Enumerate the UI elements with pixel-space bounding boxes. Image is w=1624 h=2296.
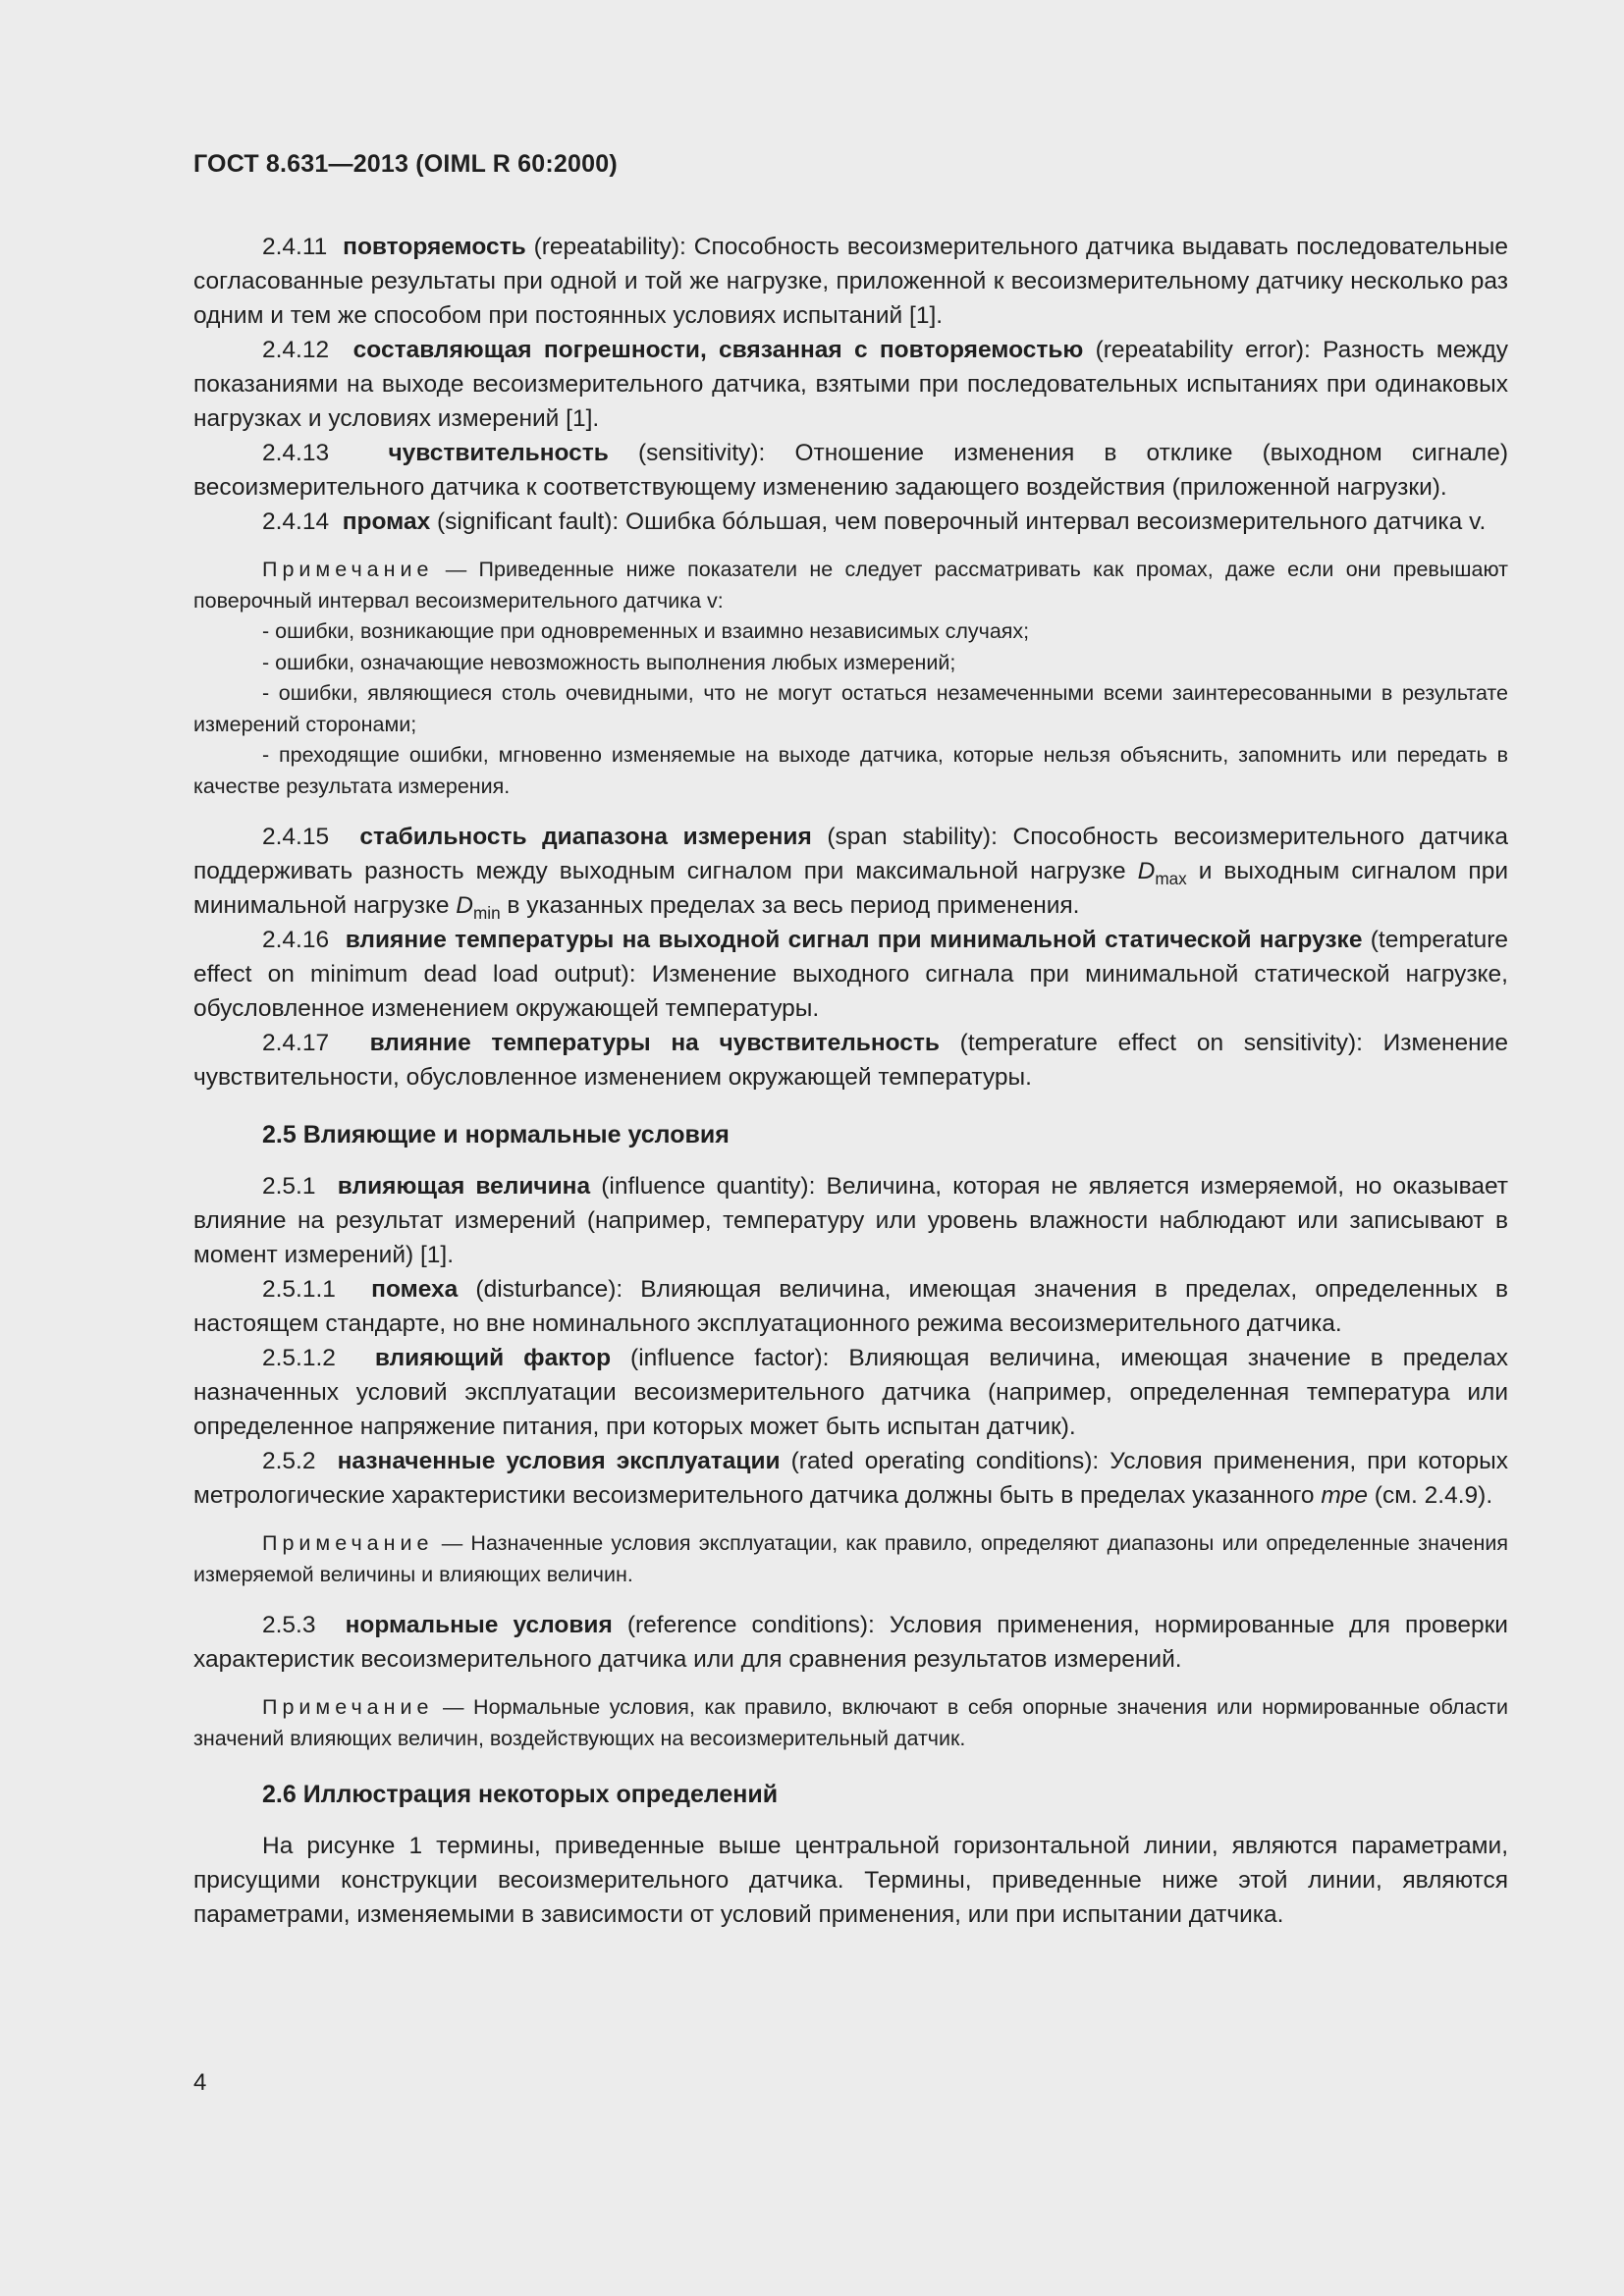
clause-term: промах bbox=[342, 508, 431, 535]
clause-text: (temperature effect on minimum dead load output): Изменение выходного сигнала при минимальной статической нагрузке, обусловленное изменением окружающей температуры. bbox=[193, 927, 1508, 1022]
clause-number: 2.5.1.2 bbox=[262, 1345, 336, 1371]
note-text: — Приведенные ниже показатели не следует рассматривать как промах, даже если они превышают поверочный интервал весоизмерительного датчика v: bbox=[193, 558, 1508, 613]
section-heading-2-5: 2.5 Влияющие и нормальные условия bbox=[262, 1121, 730, 1148]
clause-number: 2.5.3 bbox=[262, 1612, 316, 1638]
paragraph-2-6: На рисунке 1 термины, приведенные выше центральной горизонтальной линии, являются параметрами, присущими конструкции весоизмерительного датчика. Термины, приведенные ниже этой линии, являются параметрами, изменяемыми в зависимости от условий применения, или при испытании датчика. bbox=[193, 1833, 1508, 1928]
clause-term: повторяемость bbox=[343, 234, 526, 260]
clause-2-5-1-1 bbox=[193, 1272, 1508, 1341]
note-block-1 bbox=[193, 555, 1508, 802]
clause-number: 2.4.14 bbox=[262, 508, 330, 535]
clause-number: 2.4.13 bbox=[262, 440, 330, 466]
clause-text: (influence factor): Влияющая величина, имеющая значение в пределах назначенных условий эксплуатации весоизмерительного датчика (например, определенная температура или определенное напряжение питания, при которых может быть испытан датчик). bbox=[193, 1345, 1508, 1440]
clause-text: (disturbance): Влияющая величина, имеющая значения в пределах, определенных в настоящем стандарте, но вне номинального эксплуатационного режима весоизмерительного датчика. bbox=[193, 1276, 1508, 1337]
clause-number: 2.4.11 bbox=[262, 234, 328, 260]
clause-term: влияние температуры на выходной сигнал при минимальной статической нагрузке bbox=[345, 927, 1363, 953]
clause-2-4-15 bbox=[193, 820, 1508, 923]
note-list-item: - ошибки, возникающие при одновременных и взаимно независимых случаях; bbox=[262, 619, 1030, 643]
clause-term: стабильность диапазона измерения bbox=[359, 824, 812, 850]
clause-number: 2.5.1 bbox=[262, 1173, 316, 1200]
clause-2-4-12 bbox=[193, 333, 1508, 436]
clause-number: 2.5.1.1 bbox=[262, 1276, 336, 1303]
clause-text: (significant fault): Ошибка бóльшая, чем поверочный интервал весоизмерительного датчика v. bbox=[430, 508, 1487, 535]
note-block-2 bbox=[193, 1528, 1508, 1590]
clause-term: влияющая величина bbox=[337, 1173, 591, 1200]
note-list-item: - ошибки, означающие невозможность выполнения любых измерений; bbox=[262, 650, 956, 674]
note-text: — Нормальные условия, как правило, включают в себя опорные значения или нормированные области значений влияющих величин, воздействующих на весоизмерительный датчик. bbox=[193, 1695, 1508, 1750]
note-paragraph bbox=[193, 555, 1508, 616]
clause-text: (reference conditions): Условия применения, нормированные для проверки характеристик весоизмерительного датчика или для сравнения результатов измерений. bbox=[193, 1612, 1508, 1673]
clause-2-4-16 bbox=[193, 923, 1508, 1026]
clause-2-4-13 bbox=[193, 436, 1508, 505]
note-block-3 bbox=[193, 1692, 1508, 1754]
clause-2-4-14 bbox=[193, 505, 1508, 539]
note-label: Примечание bbox=[262, 558, 434, 581]
clause-number: 2.5.2 bbox=[262, 1448, 316, 1474]
subscript-min: min bbox=[472, 903, 501, 923]
clause-2-5-1 bbox=[193, 1169, 1508, 1272]
note-list-item: - преходящие ошибки, мгновенно изменяемые на выходе датчика, которые нельзя объяснить, запомнить или передать в качестве результата измерения. bbox=[193, 743, 1508, 798]
clause-number: 2.4.16 bbox=[262, 927, 330, 953]
clause-term: влияние температуры на чувствительность bbox=[369, 1030, 940, 1056]
note-text: — Назначенные условия эксплуатации, как правило, определяют диапазоны или определенные значения измеряемой величины и влияющих величин. bbox=[193, 1531, 1508, 1586]
clause-text: и выходным сигналом при минимальной нагрузке bbox=[193, 858, 1508, 919]
section-heading-2-6: 2.6 Иллюстрация некоторых определений bbox=[262, 1781, 779, 1808]
clause-number: 2.4.17 bbox=[262, 1030, 330, 1056]
page-number: 4 bbox=[193, 2069, 207, 2096]
clause-2-4-11 bbox=[193, 230, 1508, 333]
document-header: ГОСТ 8.631—2013 (OIML R 60:2000) bbox=[193, 150, 618, 178]
clause-text: (temperature effect on sensitivity): Изменение чувствительности, обусловленное изменением окружающей температуры. bbox=[193, 1030, 1508, 1091]
clause-text: в указанных пределах за весь период применения. bbox=[500, 892, 1080, 919]
clause-term: чувствительность bbox=[388, 440, 609, 466]
symbol-d: D bbox=[456, 892, 473, 919]
clause-2-5-3 bbox=[193, 1608, 1508, 1677]
mpe-abbreviation: mpe bbox=[1321, 1482, 1368, 1509]
clause-text: (sensitivity): Отношение изменения в отклике (выходном сигнале) весоизмерительного датчика к соответствующему изменению задающего воздействия (приложенной нагрузки). bbox=[193, 440, 1508, 501]
clause-text: (rated operating conditions): Условия применения, при которых метрологические характеристики весоизмерительного датчика должны быть в пределах указанного bbox=[193, 1448, 1508, 1509]
clause-text: (repeatability error): Разность между показаниями на выходе весоизмерительного датчика, взятыми при последовательных испытаниях при одинаковых нагрузках и условиях измерений [1]. bbox=[193, 337, 1508, 432]
clause-text: (influence quantity): Величина, которая не является измеряемой, но оказывает влияние на результат измерений (например, температуру или уровень влажности наблюдают или записывают в момент измерений) [1]. bbox=[193, 1173, 1508, 1268]
note-paragraph bbox=[193, 1528, 1508, 1590]
clause-term: составляющая погрешности, связанная с повторяемостью bbox=[352, 337, 1084, 363]
note-label: Примечание bbox=[262, 1695, 434, 1719]
clause-term: влияющий фактор bbox=[374, 1345, 612, 1371]
clause-2-5-2 bbox=[193, 1444, 1508, 1513]
clause-text: (см. 2.4.9). bbox=[1368, 1482, 1493, 1509]
clause-2-4-17 bbox=[193, 1026, 1508, 1095]
clause-term: назначенные условия эксплуатации bbox=[337, 1448, 781, 1474]
clause-number: 2.4.15 bbox=[262, 824, 330, 850]
note-label: Примечание bbox=[262, 1531, 434, 1555]
symbol-d: D bbox=[1137, 858, 1156, 884]
note-list-item: - ошибки, являющиеся столь очевидными, что не могут остаться незамеченными всеми заинтересованными в результате измерений сторонами; bbox=[193, 681, 1508, 736]
clause-text: (span stability): Способность весоизмерительного датчика поддерживать разность между выходным сигналом при максимальной нагрузке bbox=[193, 824, 1508, 884]
note-paragraph bbox=[193, 1692, 1508, 1754]
clause-text: (repeatability): Способность весоизмерительного датчика выдавать последовательные согласованные результаты при одной и той же нагрузке, приложенной к весоизмерительному датчику несколько раз одним и тем же способом при постоянных условиях испытаний [1]. bbox=[193, 234, 1508, 329]
clause-term: нормальные условия bbox=[345, 1612, 613, 1638]
clause-number: 2.4.12 bbox=[262, 337, 330, 363]
clause-2-5-1-2 bbox=[193, 1341, 1508, 1444]
clause-term: помеха bbox=[371, 1276, 459, 1303]
subscript-max: max bbox=[1155, 869, 1187, 888]
